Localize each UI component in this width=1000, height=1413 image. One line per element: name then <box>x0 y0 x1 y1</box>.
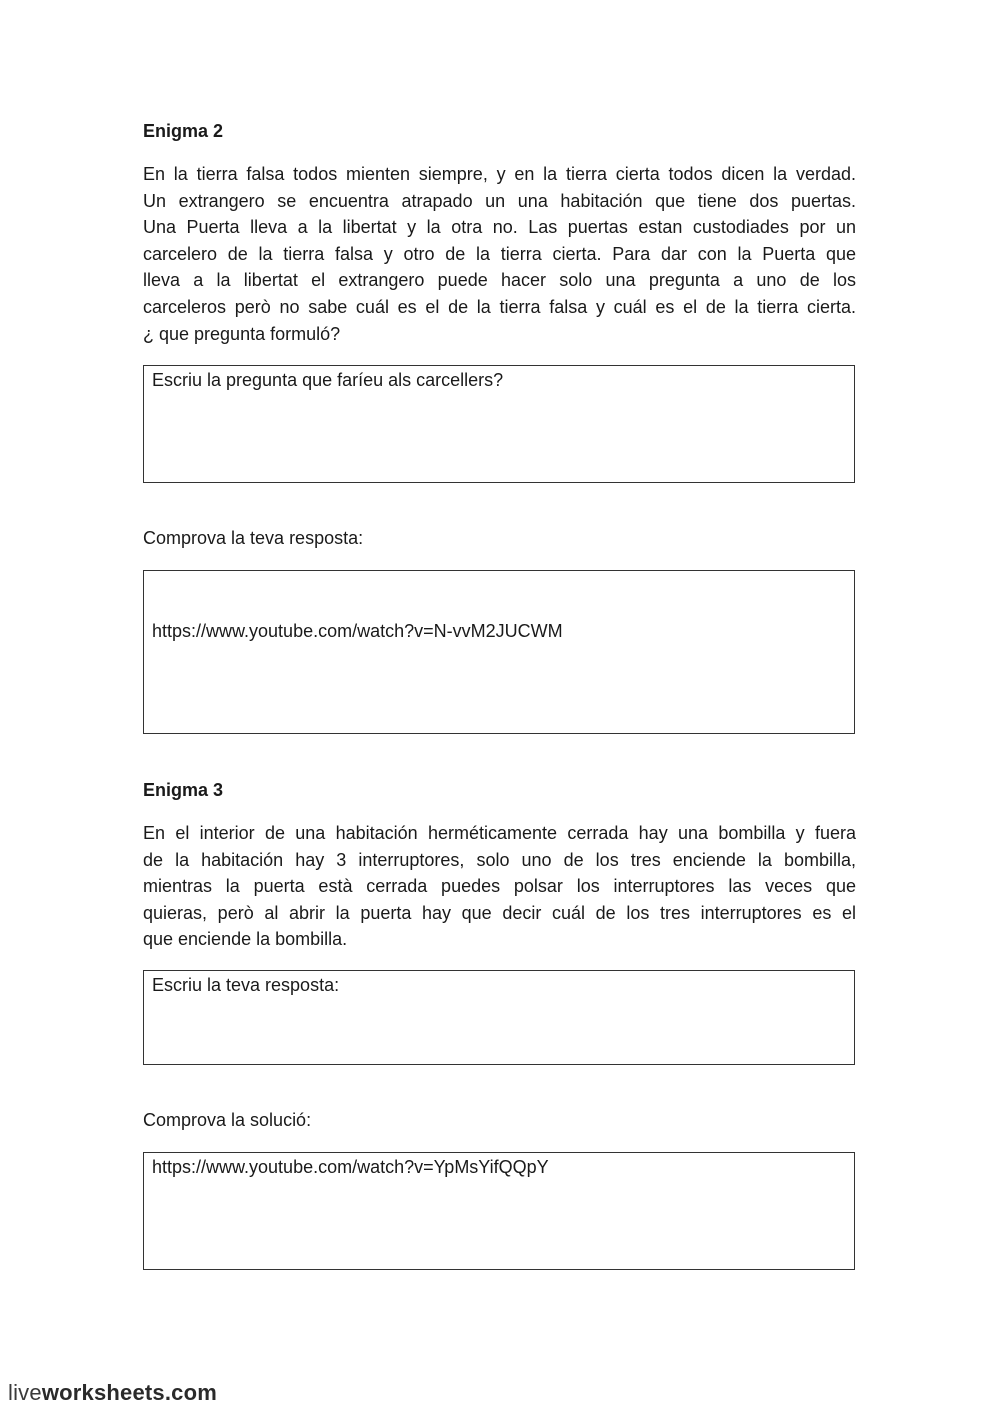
enigma-3-solution-box <box>143 1152 855 1270</box>
paragraph-line: ¿ que pregunta formuló? <box>143 323 341 344</box>
paragraph-line: Un extrangero se encuentra atrapado un una habitación que tiene dos puertas. <box>143 190 856 211</box>
paragraph-line: que enciende la bombilla. <box>143 929 348 950</box>
enigma-3-solution-link[interactable]: https://www.youtube.com/watch?v=YpMsYifQQpY <box>152 1157 549 1177</box>
paragraph-line: carceleros però no sabe cuál es el de la tierra falsa y cuál es el de la tierra cierta. <box>143 296 856 317</box>
enigma-2-check-label: Comprova la teva resposta: <box>143 528 364 548</box>
paragraph-line: En la tierra falsa todos mienten siempre, y en la tierra cierta todos dicen la verdad. <box>143 164 856 184</box>
paragraph-line: quieras, però al abrir la puerta hay que decir cuál de los tres interruptores es el <box>143 902 856 923</box>
paragraph-line: Una Puerta lleva a la libertat y la otra no. Las puertas estan custodiades por un <box>143 217 856 238</box>
logo-live-text: live <box>8 1380 42 1405</box>
enigma-2-solution-box <box>143 570 855 734</box>
logo-suffix-text: .com <box>164 1380 218 1405</box>
enigma-2-paragraph <box>143 161 856 347</box>
paragraph-line: lleva a la libertat el extrangero puede hacer solo una pregunta a uno de los <box>143 270 856 291</box>
enigma-3-paragraph <box>143 820 856 953</box>
answer-box-prompt: Escriu la pregunta que faríeu als carcellers? <box>152 370 504 390</box>
enigma-3-check-label: Comprova la solució: <box>143 1110 312 1130</box>
logo-worksheets-text: worksheets <box>41 1380 165 1405</box>
answer-box-prompt: Escriu la teva resposta: <box>152 975 340 995</box>
enigma-3-answer-box[interactable] <box>143 970 855 1065</box>
paragraph-line: En el interior de una habitación herméticamente cerrada hay una bombilla y fuera <box>143 823 856 843</box>
enigma-3-title: Enigma 3 <box>143 780 224 800</box>
liveworksheets-logo <box>8 1380 217 1406</box>
enigma-2-solution-link[interactable]: https://www.youtube.com/watch?v=N-vvM2JUCWM <box>152 621 563 641</box>
paragraph-line: mientras la puerta està cerrada puedes polsar los interruptores las veces que <box>143 876 856 897</box>
paragraph-line: carcelero de la tierra falsa y otro de la tierra cierta. Para dar con la Puerta que <box>143 243 856 264</box>
enigma-2-answer-box[interactable] <box>143 365 855 483</box>
enigma-2-title: Enigma 2 <box>143 121 224 141</box>
paragraph-line: de la habitación hay 3 interruptores, solo uno de los tres enciende la bombilla, <box>143 849 856 870</box>
